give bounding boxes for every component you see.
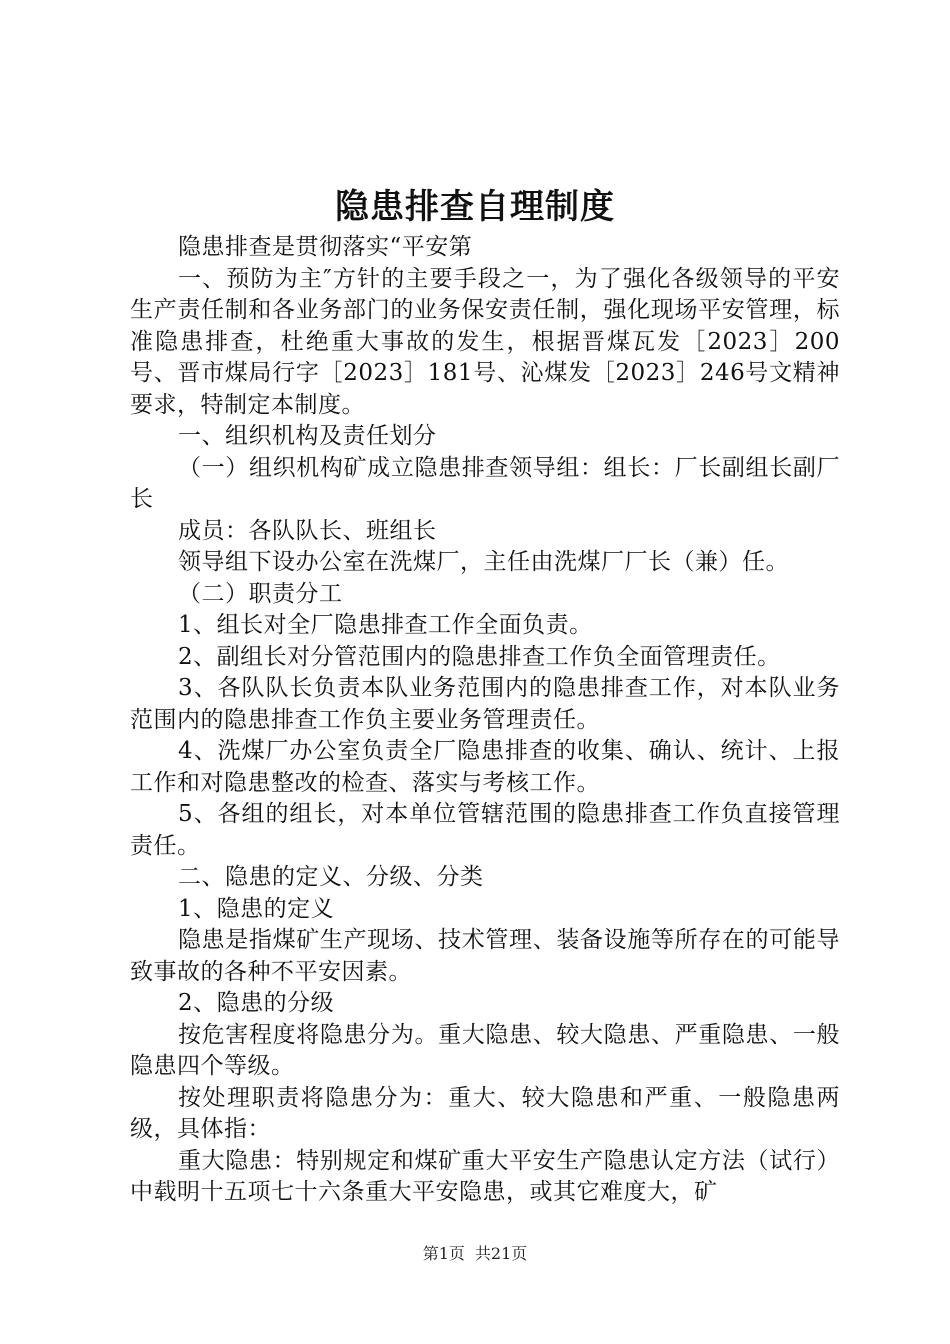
paragraph: 成员：各队队长、班组长 (178, 517, 437, 544)
page-number: 第1页 (422, 1244, 465, 1263)
subsection-heading: 2、隐患的分级 (178, 990, 335, 1016)
subsection-heading: （二）职责分工 (178, 580, 343, 607)
subsection-heading: （一）组织机构矿成立隐患排查领导组：组长：厂长副组长副厂长 (130, 454, 840, 512)
subsection-heading: 1、隐患的定义 (178, 895, 335, 922)
list-item: 2、副组长对分管范围内的隐患排查工作负全面管理责任。 (178, 643, 781, 670)
paragraph: 按危害程度将隐患分为。重大隐患、较大隐患、严重隐患、一般隐患四个等级。 (130, 1021, 840, 1079)
page-total: 共21页 (474, 1244, 528, 1263)
list-item: 4、洗煤厂办公室负责全厂隐患排查的收集、确认、统计、上报工作和对隐患整改的检查、落实与考核工作。 (130, 738, 840, 796)
page-footer (0, 1243, 950, 1265)
paragraph: 按处理职责将隐患分为：重大、较大隐患和严重、一般隐患两级，具体指： (130, 1084, 840, 1142)
list-item: 1、组长对全厂隐患排查工作全面负责。 (178, 612, 593, 638)
document-title: 隐患排查自理制度 (335, 187, 615, 227)
paragraph: 领导组下设办公室在洗煤厂，主任由洗煤厂厂长（兼）任。 (178, 549, 789, 575)
section-heading: 一、组织机构及责任划分 (178, 423, 437, 449)
paragraph: 隐患是指煤矿生产现场、技术管理、装备设施等所存在的可能导致事故的各种不平安因素。 (130, 927, 840, 985)
list-item: 5、各组的组长，对本单位管辖范围的隐患排查工作负直接管理责任。 (130, 801, 840, 859)
list-item: 3、各队队长负责本队业务范围内的隐患排查工作，对本队业务范围内的隐患排查工作负主要业务管理责任。 (130, 675, 840, 733)
section-heading: 二、隐患的定义、分级、分类 (178, 864, 484, 890)
paragraph: 一、预防为主″方针的主要手段之一，为了强化各级领导的平安生产责任制和各业务部门的业务保安责任制，强化现场平安管理，标准隐患排查，杜绝重大事故的发生，根据晋煤瓦发［2023］200号、晋市煤局行字［2023］181号、沁煤发［2023］246号文精神要求，特制定本制度。 (130, 265, 840, 418)
paragraph: 重大隐患：特别规定和煤矿重大平安生产隐患认定方法（试行）中载明十五项七十六条重大平安隐患，或其它难度大，矿 (130, 1147, 840, 1205)
paragraph: 隐患排查是贯彻落实“平安第 (178, 234, 473, 260)
document-body (130, 232, 840, 1209)
